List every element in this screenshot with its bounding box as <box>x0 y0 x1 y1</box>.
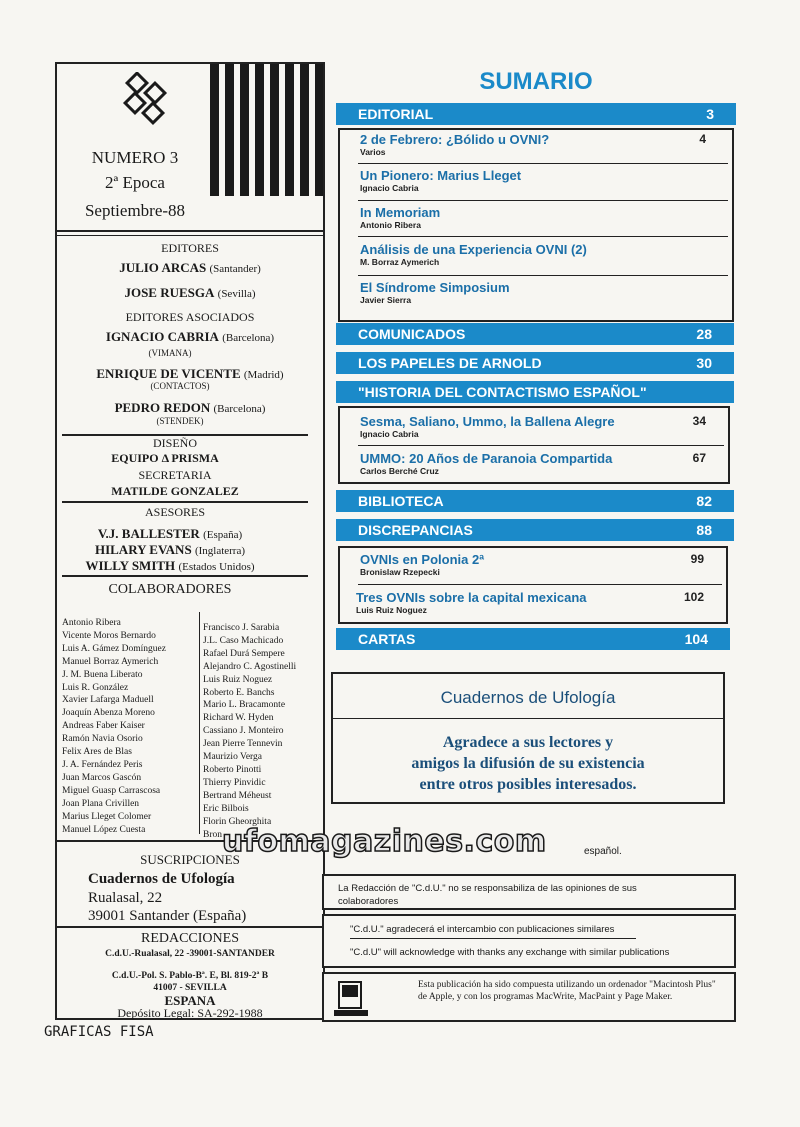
colaborador: Luis Ruiz Noguez <box>203 674 273 685</box>
asociado-entry <box>60 329 320 345</box>
agradece-line: amigos la difusión de su existencia <box>411 755 645 772</box>
article-entry[interactable] <box>360 552 718 577</box>
article-entry[interactable] <box>356 590 718 615</box>
divider <box>62 501 308 503</box>
article-page: 4 <box>699 132 706 146</box>
editor-place: (Santander) <box>209 263 261 275</box>
article-page: 34 <box>692 414 706 428</box>
article-title: In Memoriam <box>360 205 441 220</box>
articles-box-2 <box>338 406 730 484</box>
colaborador: J. M. Buena Liberato <box>62 669 143 680</box>
rule <box>358 445 724 446</box>
section-historia-contactismo[interactable] <box>336 381 734 403</box>
asociado-place: (Barcelona) <box>213 403 266 415</box>
section-page: 3 <box>706 106 714 122</box>
computer-icon <box>332 980 372 1018</box>
articles-box-3 <box>338 546 728 624</box>
asesor-entry <box>45 526 295 542</box>
issue-date: Septiembre-88 <box>84 201 186 220</box>
editor-entry <box>60 285 320 301</box>
asociados-heading: EDITORES ASOCIADOS <box>125 310 255 324</box>
secretaria-name: MATILDE GONZALEZ <box>111 484 239 498</box>
diseno-name: EQUIPO Δ PRISMA <box>111 451 219 465</box>
sumario-title: SUMARIO <box>479 68 593 95</box>
articles-box-1 <box>338 128 734 322</box>
asociado-name: ENRIQUE DE VICENTE <box>96 366 241 381</box>
article-author: Varios <box>360 147 386 157</box>
disclaimer-text: La Redacción de "C.d.U." no se responsabiliza de las opiniones de sus colaboradores <box>338 883 637 907</box>
colaborador: Bertrand Méheust <box>203 790 272 801</box>
section-page: 88 <box>696 522 712 538</box>
intercambio-es: "C.d.U." agradecerá el intercambio con publicaciones similares <box>350 924 615 935</box>
section-label: LOS PAPELES DE ARNOLD <box>358 355 542 371</box>
suscripciones-name: Cuadernos de Ufología <box>88 871 235 887</box>
intercambio-en: "C.d.U" will acknowledge with thanks any exchange with similar publications <box>350 947 670 958</box>
article-author: M. Borraz Aymerich <box>360 257 440 267</box>
colaborador: J. A. Fernández Peris <box>62 759 143 770</box>
intercambio-box <box>322 914 736 968</box>
article-title: Un Pionero: Marius Lleget <box>360 168 522 183</box>
article-entry[interactable] <box>360 242 724 267</box>
deposito-legal: Depósito Legal: SA-292-1988 <box>117 1006 263 1020</box>
asociado-name: IGNACIO CABRIA <box>105 329 219 344</box>
asociado-org: (STENDEK) <box>156 416 204 426</box>
asesor-entry <box>45 542 295 558</box>
section-label: COMUNICADOS <box>358 326 466 342</box>
asesor-name: V.J. BALLESTER <box>97 526 200 541</box>
colaborador: Luis R. González <box>62 682 129 693</box>
asesor-name: HILARY EVANS <box>94 542 192 557</box>
colaborador: Joan Plana Crivillen <box>62 798 140 809</box>
article-entry[interactable] <box>360 132 724 157</box>
article-title: Análisis de una Experiencia OVNI (2) <box>360 242 587 257</box>
suscripciones-city: 39001 Santander (España) <box>88 908 247 924</box>
section-page: 82 <box>696 493 712 509</box>
article-entry[interactable] <box>360 168 724 193</box>
divider <box>57 926 323 928</box>
colaborador: Ramón Navia Osorio <box>62 734 143 745</box>
section-page: 30 <box>696 355 712 371</box>
article-title: El Síndrome Simposium <box>360 280 510 295</box>
article-title: OVNIs en Polonia 2ª <box>360 552 485 567</box>
section-papeles-arnold[interactable] <box>336 352 734 374</box>
agradece-line: Agradece a sus lectores y <box>442 734 614 751</box>
rule <box>358 584 722 585</box>
colaborador: Cassiano J. Monteiro <box>203 726 284 737</box>
watermark: ufomagazines.com <box>222 824 547 859</box>
section-page: 28 <box>696 326 712 342</box>
asesor-entry <box>45 558 295 574</box>
colaboradores-list-1 <box>62 617 202 836</box>
article-author: Carlos Berché Cruz <box>360 466 439 476</box>
divider <box>57 230 323 232</box>
article-entry[interactable] <box>360 451 720 476</box>
section-label: CARTAS <box>358 631 416 647</box>
mac-box <box>322 972 736 1022</box>
colaborador: Xavier Lafarga Maduell <box>62 695 154 706</box>
asesor-place: (Estados Unidos) <box>178 561 255 573</box>
disclaimer-box <box>322 874 736 910</box>
rule <box>358 275 728 276</box>
article-author: Bronislaw Rzepecki <box>360 567 440 577</box>
section-page: 104 <box>684 631 708 647</box>
article-entry[interactable] <box>360 414 720 439</box>
divider <box>57 235 323 236</box>
colaborador: Antonio Ribera <box>62 618 121 628</box>
diseno-heading: DISEÑO <box>153 436 197 450</box>
editor-name: JULIO ARCAS <box>119 260 207 275</box>
section-cartas[interactable] <box>336 628 730 650</box>
article-author: Javier Sierra <box>360 295 412 305</box>
espanol-fragment: español. <box>584 846 622 857</box>
colaborador: Roberto E. Banchs <box>203 687 275 698</box>
magazine-logo-icon <box>118 72 174 128</box>
mac-text: Esta publicación ha sido compuesta utilizando un ordenador "Macintosh Plus" de Apple, y con los programas MacWrite, MacPaint y Page Maker. <box>418 980 716 1002</box>
section-label: DISCREPANCIAS <box>358 522 473 538</box>
article-page: 102 <box>683 590 704 604</box>
issue-epoch: 2ª Epoca <box>105 173 165 192</box>
article-page: 99 <box>690 552 704 566</box>
section-discrepancias[interactable] <box>336 519 734 541</box>
colaborador: Florin Gheorghita <box>203 816 272 827</box>
asesor-place: (Inglaterra) <box>194 545 246 557</box>
article-page: 67 <box>692 451 706 465</box>
colaborador: Manuel López Cuesta <box>62 824 146 835</box>
colaborador: J.L. Caso Machicado <box>203 635 284 646</box>
asociado-org: (CONTACTOS) <box>150 381 210 391</box>
editor-name: JOSE RUESGA <box>124 285 215 300</box>
colaborador: Richard W. Hyden <box>203 713 274 724</box>
colaborador: Thierry Pinvidic <box>203 777 266 788</box>
article-author: Antonio Ribera <box>360 220 421 230</box>
secretaria-heading: SECRETARIA <box>138 468 212 482</box>
colaborador: Mario L. Bracamonte <box>203 700 286 711</box>
masthead-stripes <box>210 64 323 196</box>
article-author: Ignacio Cabria <box>360 183 419 193</box>
agradece-title: Cuadernos de Ufología <box>440 688 616 707</box>
colaborador: Alejandro C. Agostinelli <box>203 661 297 672</box>
colaborador: Felix Ares de Blas <box>62 747 132 758</box>
colaborador: Luis A. Gámez Domínguez <box>62 643 166 654</box>
article-author: Luis Ruiz Noguez <box>356 605 427 615</box>
asociado-org: (VIMANA) <box>148 348 192 358</box>
colaborador: Vicente Moros Bernardo <box>62 630 156 641</box>
editor-entry <box>60 260 320 276</box>
asesores-heading: ASESORES <box>144 505 206 519</box>
colaborador: Jean Pierre Tennevin <box>203 739 283 750</box>
article-title: UMMO: 20 Años de Paranoia Compartida <box>360 451 613 466</box>
rule <box>358 163 728 164</box>
article-title: Tres OVNIs sobre la capital mexicana <box>356 590 587 605</box>
colaborador: Roberto Pinotti <box>203 764 262 775</box>
asociado-place: (Barcelona) <box>222 332 275 344</box>
rule <box>358 236 728 237</box>
article-title: 2 de Febrero: ¿Bólido u OVNI? <box>360 132 550 147</box>
article-author: Ignacio Cabria <box>360 429 419 439</box>
divider <box>350 938 636 939</box>
editor-place: (Sevilla) <box>217 288 256 300</box>
section-label: "HISTORIA DEL CONTACTISMO ESPAÑOL" <box>358 384 647 400</box>
section-editorial[interactable] <box>336 103 736 125</box>
colaborador: Eric Bilbois <box>203 803 249 814</box>
colaborador: Marius Lleget Colomer <box>62 811 152 822</box>
article-entry[interactable] <box>360 280 724 305</box>
issue-number: NUMERO 3 <box>91 148 179 167</box>
divider <box>333 718 723 719</box>
colaboradores-list-2 <box>203 622 321 841</box>
colaborador: Joaquín Abenza Moreno <box>62 708 155 719</box>
printer-name: GRAFICAS FISA <box>44 1024 154 1040</box>
colaborador: Rafael Durá Sempere <box>203 648 285 659</box>
agradece-line: entre otros posibles interesados. <box>419 776 637 793</box>
asesor-name: WILLY SMITH <box>85 558 176 573</box>
colaborador: Francisco J. Sarabia <box>203 623 280 633</box>
redacciones-sevilla: C.d.U.-Pol. S. Pablo-Bª. E, Bl. 819-2ª B <box>111 971 269 981</box>
agradece-box <box>331 672 725 804</box>
suscripciones-street: Rualasal, 22 <box>88 890 163 906</box>
colaborador: Miguel Guasp Carrascosa <box>62 785 161 796</box>
editores-heading: EDITORES <box>161 241 219 255</box>
colaborador: Manuel Borraz Aymerich <box>62 656 159 667</box>
asociado-name: PEDRO REDON <box>114 400 211 415</box>
divider <box>62 575 308 577</box>
colaboradores-heading: COLABORADORES <box>108 582 232 597</box>
section-biblioteca[interactable] <box>336 490 734 512</box>
colaborador: Bron <box>203 829 222 840</box>
redacciones-heading: REDACCIONES <box>140 931 239 946</box>
asociado-entry <box>60 400 320 416</box>
redacciones-santander: C.d.U.-Rualasal, 22 -39001-SANTANDER <box>105 949 275 959</box>
redacciones-country: ESPANA <box>164 993 216 1008</box>
colaborador: Juan Marcos Gascón <box>62 772 142 783</box>
rule <box>358 200 728 201</box>
article-entry[interactable] <box>360 205 724 230</box>
asociado-entry <box>60 366 320 382</box>
section-label: BIBLIOTECA <box>358 493 444 509</box>
asesor-place: (España) <box>203 529 243 541</box>
section-comunicados[interactable] <box>336 323 734 345</box>
suscripciones-heading: SUSCRIPCIONES <box>140 852 240 867</box>
article-title: Sesma, Saliano, Ummo, la Ballena Alegre <box>360 414 615 429</box>
redacciones-sevilla-city: 41007 - SEVILLA <box>153 983 227 993</box>
colaborador: Maurizio Verga <box>203 752 263 763</box>
asociado-place: (Madrid) <box>243 369 284 381</box>
section-label: EDITORIAL <box>358 106 434 122</box>
colaborador: Andreas Faber Kaiser <box>62 721 145 732</box>
column-divider <box>199 612 200 834</box>
